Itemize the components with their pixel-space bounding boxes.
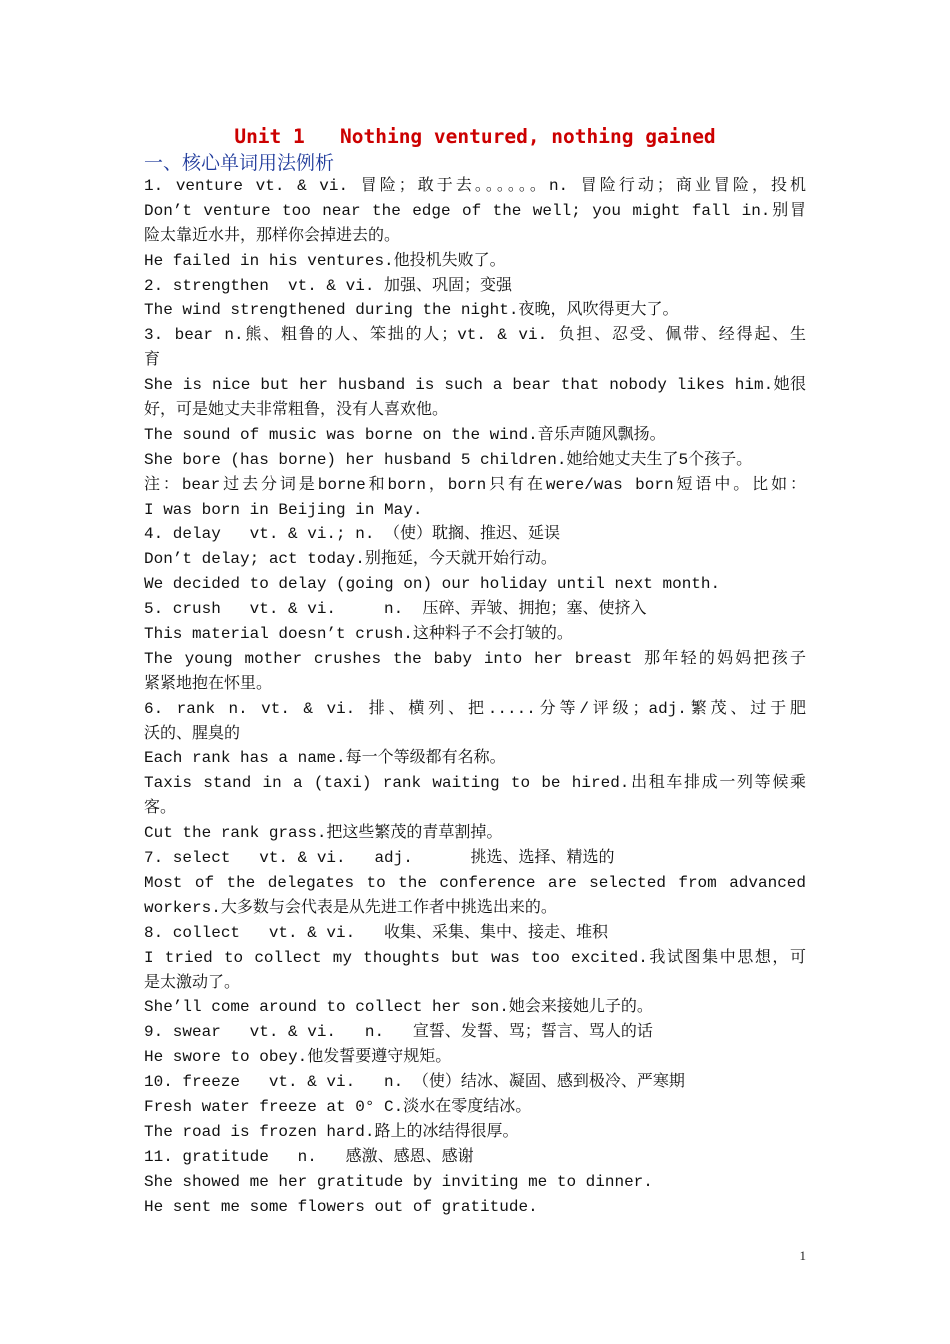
text-line: 好，可是她丈夫非常粗鲁，没有人喜欢他。 xyxy=(144,401,449,420)
text-line: 是太激动了。 xyxy=(144,973,241,992)
text-line: Don’t delay; act today.别拖延，今天就开始行动。 xyxy=(144,550,557,569)
text-line: We decided to delay (going on) our holiday until next month. xyxy=(144,575,721,594)
text-line: 9. swear vt. & vi. n. 宣誓、发誓、骂；誓言、骂人的话 xyxy=(144,1023,653,1042)
text-line: 注：bear过去分词是borne和born，born只有在were/was born短语中。比如： xyxy=(144,475,806,494)
text-line: 客。 xyxy=(144,799,177,818)
text-line: I tried to collect my thoughts but was too excited.我试图集中思想，可 xyxy=(144,948,806,967)
text-line: Don’t venture too near the edge of the well; you might fall in.别冒 xyxy=(144,201,806,220)
text-line: 8. collect vt. & vi. 收集、采集、集中、接走、堆积 xyxy=(144,923,609,942)
text-line: workers.大多数与会代表是从先进工作者中挑选出来的。 xyxy=(144,898,557,917)
text-line: Cut the rank grass.把这些繁茂的青草割掉。 xyxy=(144,824,503,843)
text-line: 4. delay vt. & vi.; n. （使）耽搁、推迟、延误 xyxy=(144,525,561,544)
text-line: She showed me her gratitude by inviting me to dinner. xyxy=(144,1172,653,1191)
unit-title: Unit 1 Nothing ventured, nothing gained xyxy=(234,125,716,148)
text-line: 11. gratitude n. 感激、感恩、感谢 xyxy=(144,1147,474,1166)
page-number: 1 xyxy=(799,1248,806,1263)
text-line: 5. crush vt. & vi. n. 压碎、弄皱、拥抱；塞、使挤入 xyxy=(144,600,647,619)
text-line: Most of the delegates to the conference are selected from advanced xyxy=(144,873,806,892)
text-line: He swore to obey.他发誓要遵守规矩。 xyxy=(144,1048,452,1067)
text-line: The young mother crushes the baby into her breast 那年轻的妈妈把孩子 xyxy=(144,649,806,668)
text-line: 育 xyxy=(144,351,161,370)
text-line: 险太靠近水井，那样你会掉进去的。 xyxy=(144,226,401,245)
text-line: The sound of music was borne on the wind.音乐声随风飘扬。 xyxy=(144,425,666,444)
text-line: 2. strengthen vt. & vi. 加强、巩固；变强 xyxy=(144,276,513,295)
text-line: This material doesn’t crush.这种料子不会打皱的。 xyxy=(144,625,573,644)
text-line: 沃的、腥臭的 xyxy=(144,724,241,743)
text-line: 1. venture vt. & vi. 冒险；敢于去。。。。。。n. 冒险行动；商业冒险，投机 xyxy=(144,177,806,195)
text-line: He sent me some flowers out of gratitude. xyxy=(144,1197,538,1216)
text-line: Fresh water freeze at 0° C.淡水在零度结冰。 xyxy=(144,1097,532,1116)
text-line: 6. rank n. vt. & vi. 排、横列、把.....分等/评级；adj.繁茂、过于肥 xyxy=(144,699,806,718)
text-line: She’ll come around to collect her son.她会来接她儿子的。 xyxy=(144,998,653,1017)
text-line: 7. select vt. & vi. adj. 挑选、选择、精选的 xyxy=(144,849,615,868)
text-line: She bore (has borne) her husband 5 children.她给她丈夫生了5个孩子。 xyxy=(144,450,753,469)
text-line: 紧紧地抱在怀里。 xyxy=(144,674,273,693)
text-line: The road is frozen hard.路上的冰结得很厚。 xyxy=(144,1122,519,1141)
vocabulary-body xyxy=(144,174,806,1219)
text-line: He failed in his ventures.他投机失败了。 xyxy=(144,251,506,270)
section-heading: 一、核心单词用法例析 xyxy=(144,152,335,174)
text-line: Each rank has a name.每一个等级都有名称。 xyxy=(144,749,506,768)
text-line: Taxis stand in a (taxi) rank waiting to be hired.出租车排成一列等候乘 xyxy=(144,774,806,793)
text-line: 3. bear n.熊、粗鲁的人、笨拙的人；vt. & vi. 负担、忍受、佩带、经得起、生 xyxy=(144,326,806,345)
text-line: I was born in Beijing in May. xyxy=(144,500,423,519)
text-line: 10. freeze vt. & vi. n. （使）结冰、凝固、感到极冷、严寒期 xyxy=(144,1073,685,1092)
text-line: The wind strengthened during the night.夜晚，风吹得更大了。 xyxy=(144,301,679,320)
text-line: She is nice but her husband is such a bear that nobody likes him.她很 xyxy=(144,376,806,395)
